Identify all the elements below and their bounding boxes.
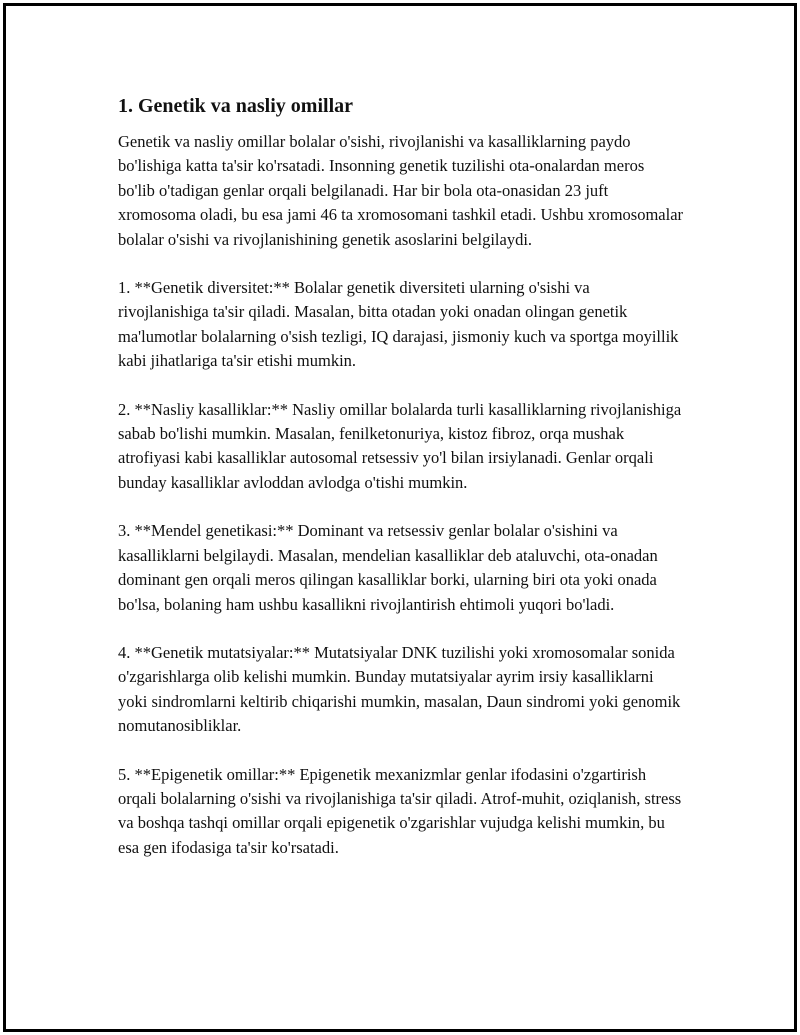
paragraph-genetic-diversity: 1. **Genetik diversitet:** Bolalar genetik diversiteti ularning o'sishi va rivojlanishiga ta'sir qiladi. Masalan, bitta otadan yoki onadan olingan genetik ma'lumotlar bolalarning o'sish tezligi, IQ darajasi, jismoniy kuch va sportga moyillik kabi jihatlariga ta'sir etishi mumkin. xyxy=(118,278,679,371)
intro-paragraph: Genetik va nasliy omillar bolalar o'sishi, rivojlanishi va kasalliklarning paydo bo'lishiga katta ta'sir ko'rsatadi. Insonning genetik tuzilishi ota-onalardan meros bo'lib o'tadigan genlar orqali belgilanadi. Har bir bola ota-onasidan 23 juft xromosoma oladi, bu esa jami 46 ta xromosomani tashkil etadi. Ushbu xromosomalar bolalar o'sishi va rivojlanishining genetik asoslarini belgilaydi. xyxy=(118,132,684,249)
section-heading: 1. Genetik va nasliy omillar xyxy=(118,95,353,117)
paragraph-hereditary-diseases: 2. **Nasliy kasalliklar:** Nasliy omillar bolalarda turli kasalliklarning rivojlanishiga sabab bo'lishi mumkin. Masalan, fenilketonuriya, kistoz fibroz, orqa mushak atrofiyasi kabi kasalliklar autosomal retsessiv yo'l bilan irsiylanadi. Genlar orqali bunday kasalliklar avloddan avlodga o'tishi mumkin. xyxy=(118,399,682,492)
paragraph-genetic-mutations: 4. **Genetik mutatsiyalar:** Mutatsiyalar DNK tuzilishi yoki xromosomalar sonida o'zgarishlarga olib kelishi mumkin. Bunday mutatsiyalar ayrim irsiy kasalliklarni yoki sindromlarni keltirib chiqarishi mumkin, masalan, Daun sindromi yoki genomik nomutanosibliklar. xyxy=(118,642,681,736)
document-body xyxy=(118,93,684,884)
paragraph-epigenetic-factors: 5. **Epigenetik omillar:** Epigenetik mexanizmlar genlar ifodasini o'zgartirish orqali bolalarning o'sishi va rivojlanishiga ta'sir qiladi. Atrof-muhit, oziqlanish, stress va boshqa tashqi omillar orqali epigenetik o'zgarishlar vujudga kelishi mumkin, bu esa gen ifodasiga ta'sir ko'rsatadi. xyxy=(118,764,682,857)
paragraph-mendel-genetics: 3. **Mendel genetikasi:** Dominant va retsessiv genlar bolalar o'sishini va kasalliklarni belgilaydi. Masalan, mendelian kasalliklar deb ataluvchi, ota-onadan dominant gen orqali meros qilingan kasalliklar borki, ularning biri ota yoki onada bo'lsa, bolaning ham ushbu kasallikni rivojlantirish ehtimoli yuqori bo'ladi. xyxy=(118,521,658,614)
